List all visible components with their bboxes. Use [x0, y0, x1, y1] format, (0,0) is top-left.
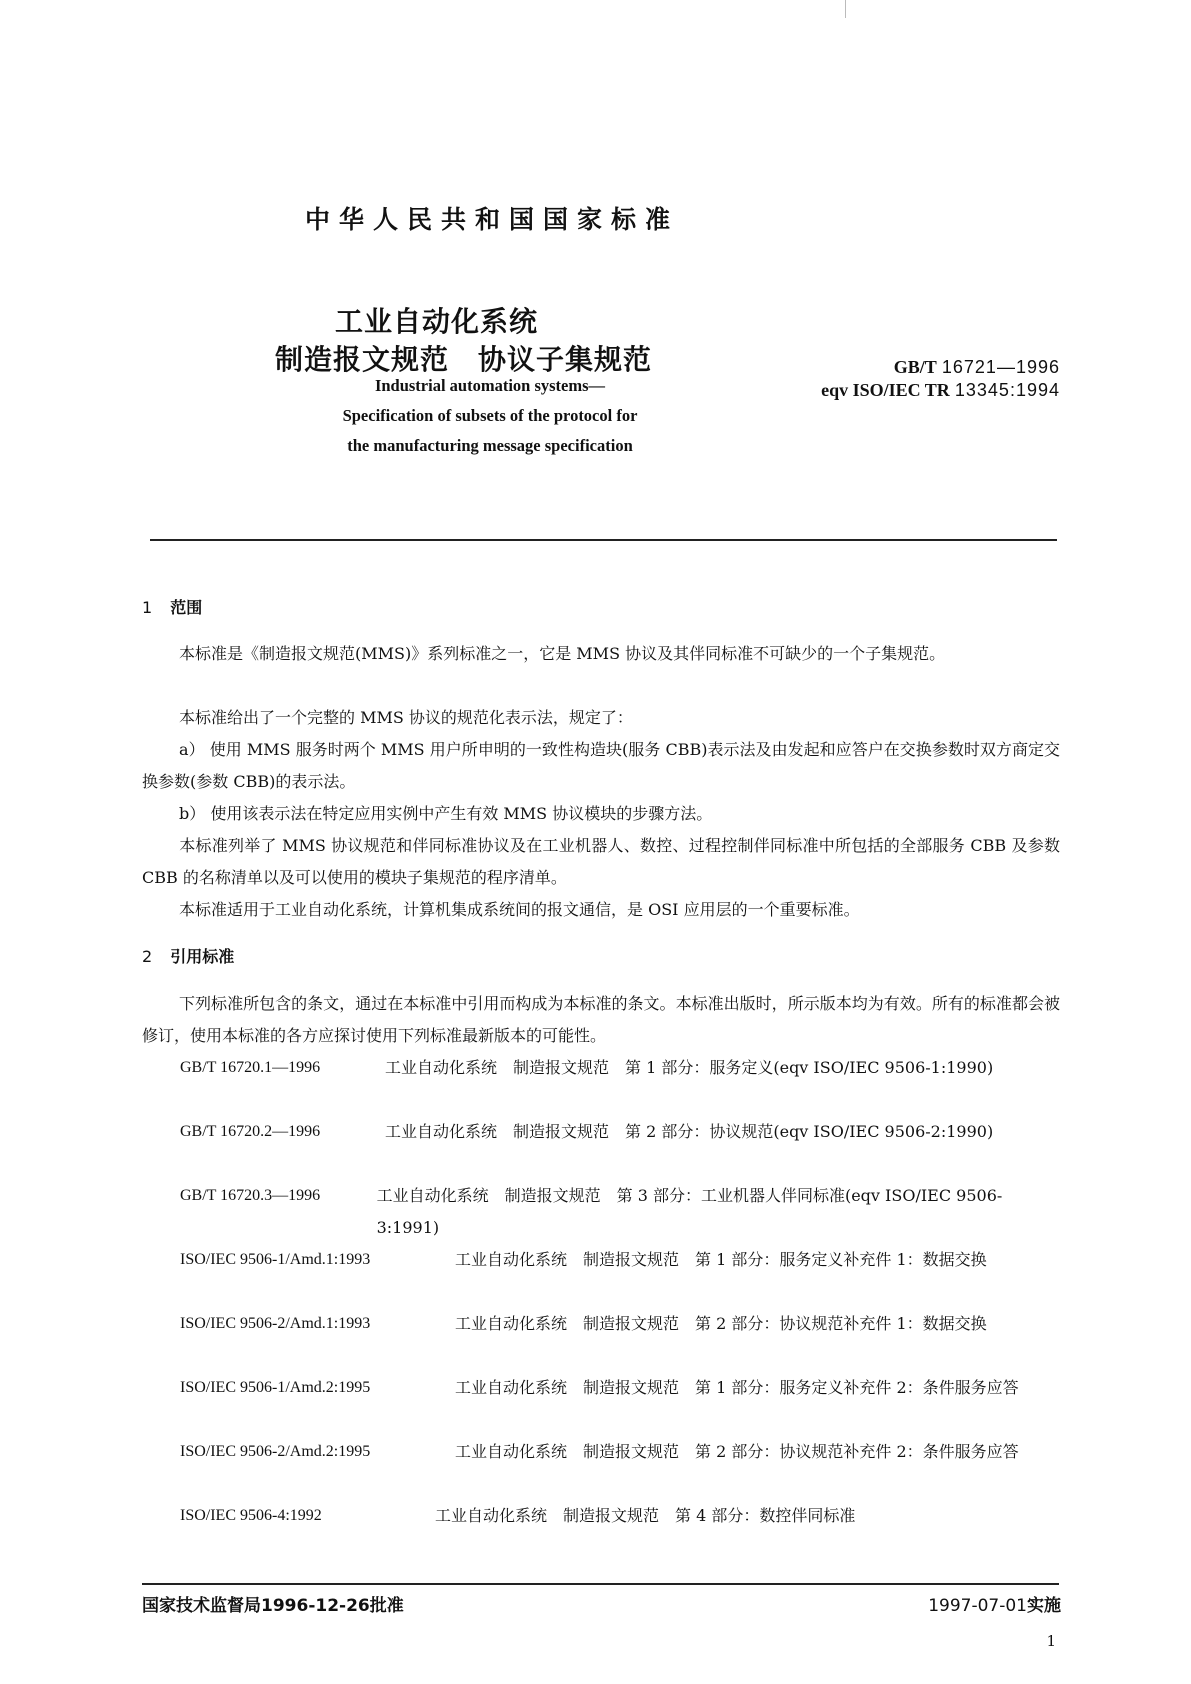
section-1-heading	[142, 595, 202, 618]
reference-item	[180, 1180, 1060, 1244]
reference-description: 工业自动化系统 制造报文规范 第 1 部分：服务定义补充件 1：数据交换	[455, 1250, 987, 1269]
title-en-line1: Industrial automation systems—	[374, 376, 606, 395]
reference-code: ISO/IEC 9506-4:1992	[180, 1507, 322, 1524]
standard-code	[795, 356, 1060, 379]
effective-label: 实施	[1027, 1596, 1061, 1616]
reference-description: 工业自动化系统 制造报文规范 第 1 部分：服务定义补充件 2：条件服务应答	[455, 1378, 1019, 1397]
reference-item	[180, 1500, 1060, 1532]
paragraph: 本标准列举了 MMS 协议规范和伴同标准协议及在工业机器人、数控、过程控制伴同标准中所包括的全部服务 CBB 及参数 CBB 的名称清单以及可以使用的模块子集规范的程序清单。	[142, 836, 1060, 887]
reference-item	[180, 1052, 1060, 1084]
header-divider	[150, 539, 1057, 541]
reference-item	[180, 1436, 1060, 1468]
section-number: 2	[142, 947, 153, 966]
footer-divider	[142, 1583, 1059, 1585]
national-standard-heading: 中华人民共和国国家标准	[305, 205, 680, 234]
reference-code: GB/T 16720.3—1996	[180, 1187, 321, 1204]
equivalence-code	[795, 379, 1060, 402]
scan-mark	[845, 0, 846, 18]
reference-code: GB/T 16720.1—1996	[180, 1059, 321, 1076]
standard-code-prefix: GB/T	[893, 357, 937, 377]
standard-code-number: 16721—1996	[941, 357, 1060, 377]
title-en-line3: the manufacturing message specification	[347, 436, 633, 455]
reference-code: ISO/IEC 9506-1/Amd.1:1993	[180, 1251, 371, 1268]
reference-description: 工业自动化系统 制造报文规范 第 1 部分：服务定义(eqv ISO/IEC 9506-1:1990)	[385, 1058, 994, 1077]
title-cn-line1: 工业自动化系统	[335, 305, 539, 338]
equivalence-number: 13345:1994	[954, 380, 1060, 400]
reference-code: ISO/IEC 9506-1/Amd.2:1995	[180, 1379, 371, 1396]
title-en-line2: Specification of subsets of the protocol for	[342, 406, 638, 425]
section-title: 范围	[170, 598, 203, 617]
paragraph: 下列标准所包含的条文，通过在本标准中引用而构成为本标准的条文。本标准出版时，所示版本均为有效。所有的标准都会被修订，使用本标准的各方应探讨使用下列标准最新版本的可能性。	[142, 994, 1060, 1045]
list-item-a: a） 使用 MMS 服务时两个 MMS 用户所申明的一致性构造块(服务 CBB)表示法及由发起和应答户在交换参数时双方商定交换参数(参数 CBB)的表示法。	[142, 740, 1060, 791]
reference-description: 工业自动化系统 制造报文规范 第 2 部分：协议规范补充件 1：数据交换	[455, 1314, 987, 1333]
reference-code: ISO/IEC 9506-2/Amd.1:1993	[180, 1315, 371, 1332]
reference-item	[180, 1116, 1060, 1148]
reference-description: 工业自动化系统 制造报文规范 第 4 部分：数控伴同标准	[435, 1506, 856, 1525]
reference-description: 工业自动化系统 制造报文规范 第 2 部分：协议规范补充件 2：条件服务应答	[455, 1442, 1019, 1461]
paragraph: 本标准给出了一个完整的 MMS 协议的规范化表示法，规定了：	[179, 708, 633, 727]
reference-item	[180, 1372, 1060, 1404]
page-number: 1	[1046, 1632, 1056, 1650]
section-number: 1	[142, 598, 153, 617]
section-2-heading	[142, 944, 234, 967]
paragraph: 本标准适用于工业自动化系统，计算机集成系统间的报文通信，是 OSI 应用层的一个重要标准。	[179, 900, 860, 919]
reference-description: 工业自动化系统 制造报文规范 第 3 部分：工业机器人伴同标准(eqv ISO/IEC 9506-3:1991)	[376, 1186, 1003, 1237]
standard-code-block	[795, 356, 1060, 402]
equivalence-prefix: eqv ISO/IEC TR	[821, 380, 950, 400]
approval-line: 国家技术监督局1996-12-26批准	[142, 1596, 404, 1616]
reference-item	[180, 1244, 1060, 1276]
reference-item	[180, 1308, 1060, 1340]
effective-line	[928, 1591, 1061, 1616]
reference-code: GB/T 16720.2—1996	[180, 1123, 321, 1140]
title-cn-line2: 制造报文规范 协议子集规范	[275, 343, 653, 376]
paragraph: 本标准是《制造报文规范(MMS)》系列标准之一，它是 MMS 协议及其伴同标准不可缺少的一个子集规范。	[179, 644, 946, 663]
section-title: 引用标准	[170, 947, 235, 966]
reference-code: ISO/IEC 9506-2/Amd.2:1995	[180, 1443, 371, 1460]
reference-description: 工业自动化系统 制造报文规范 第 2 部分：协议规范(eqv ISO/IEC 9506-2:1990)	[385, 1122, 994, 1141]
list-item-b: b） 使用该表示法在特定应用实例中产生有效 MMS 协议模块的步骤方法。	[179, 804, 713, 823]
effective-date: 1997-07-01	[928, 1596, 1027, 1616]
